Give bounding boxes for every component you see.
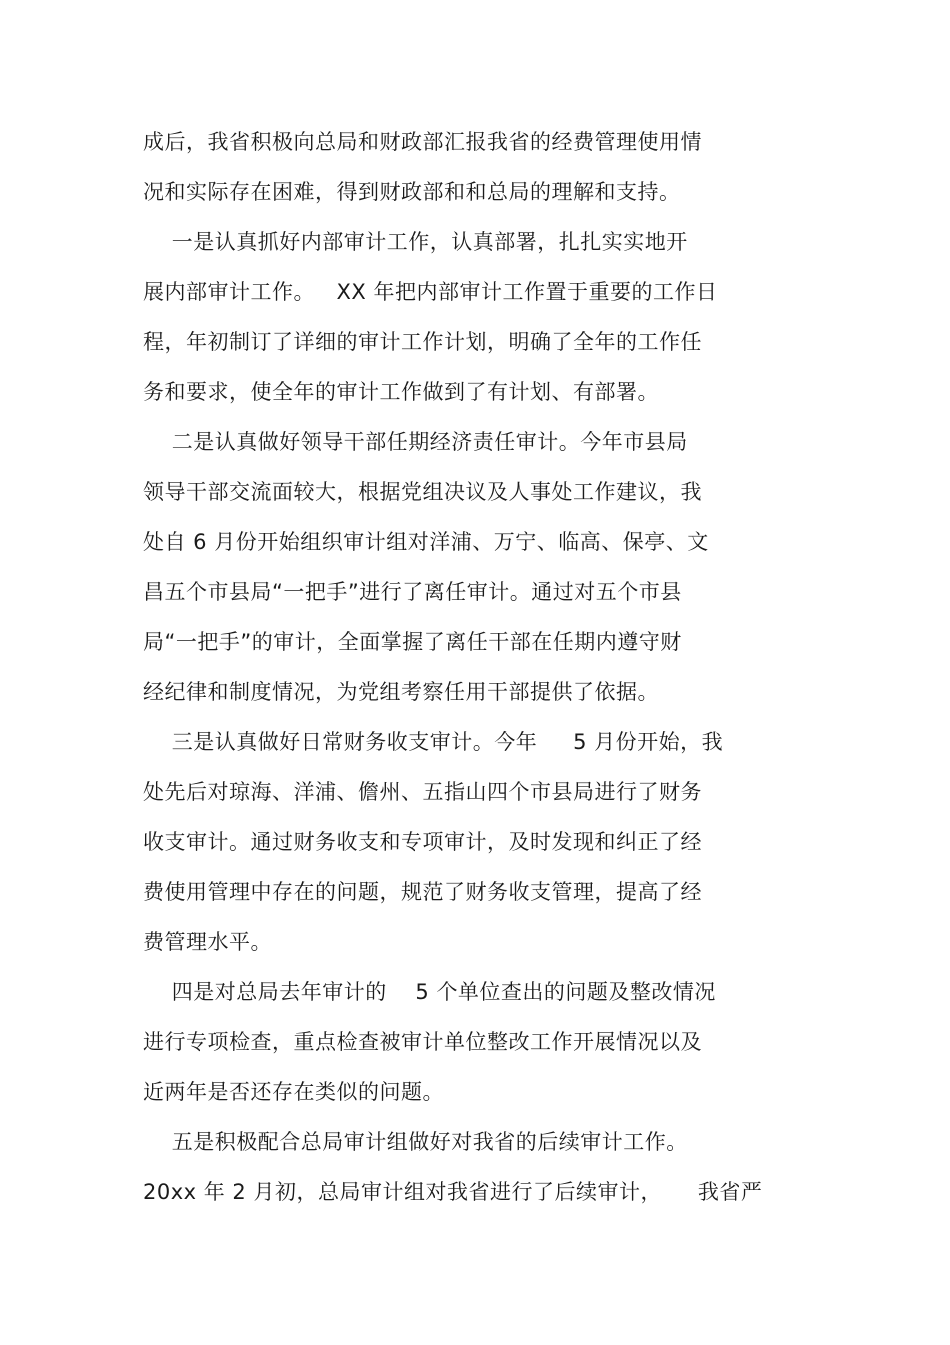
paragraph-first-line: 一是认真抓好内部审计工作，认真部署，扎扎实实地开 <box>143 230 688 254</box>
paragraph-first-line: 三是认真做好日常财务收支审计。今年 5 月份开始，我 <box>143 730 724 754</box>
text-line: 务和要求，使全年的审计工作做到了有计划、有部署。 <box>143 380 659 404</box>
text-line: 昌五个市县局“一把手”进行了离任审计。通过对五个市县 <box>143 580 682 604</box>
text-line: 领导干部交流面较大，根据党组决议及人事处工作建议，我 <box>143 480 702 504</box>
text-line: 费管理水平。 <box>143 930 272 954</box>
text-line: 展内部审计工作。 XX 年把内部审计工作置于重要的工作日 <box>143 280 718 304</box>
text-line: 费使用管理中存在的问题，规范了财务收支管理，提高了经 <box>143 880 702 904</box>
text-line: 20xx 年 2 月初，总局审计组对我省进行了后续审计， 我省严 <box>143 1180 763 1204</box>
text-line: 经纪律和制度情况，为党组考察任用干部提供了依据。 <box>143 680 659 704</box>
paragraph-first-line: 五是积极配合总局审计组做好对我省的后续审计工作。 <box>143 1130 688 1154</box>
text-line: 局“一把手”的审计，全面掌握了离任干部在任期内遵守财 <box>143 630 682 654</box>
text-line: 收支审计。通过财务收支和专项审计，及时发现和纠正了经 <box>143 830 702 854</box>
text-line: 况和实际存在困难，得到财政部和和总局的理解和支持。 <box>143 180 681 204</box>
text-line: 进行专项检查，重点检查被审计单位整改工作开展情况以及 <box>143 1030 702 1054</box>
text-line: 近两年是否还存在类似的问题。 <box>143 1080 444 1104</box>
text-line: 成后，我省积极向总局和财政部汇报我省的经费管理使用情 <box>143 130 702 154</box>
text-line: 程，年初制订了详细的审计工作计划，明确了全年的工作任 <box>143 330 702 354</box>
paragraph-first-line: 四是对总局去年审计的 5 个单位查出的问题及整改情况 <box>143 980 716 1004</box>
text-line: 处先后对琼海、洋浦、儋州、五指山四个市县局进行了财务 <box>143 780 702 804</box>
paragraph-first-line: 二是认真做好领导干部任期经济责任审计。今年市县局 <box>143 430 688 454</box>
text-line: 处自 6 月份开始组织审计组对洋浦、万宁、临高、保亭、文 <box>143 530 709 554</box>
